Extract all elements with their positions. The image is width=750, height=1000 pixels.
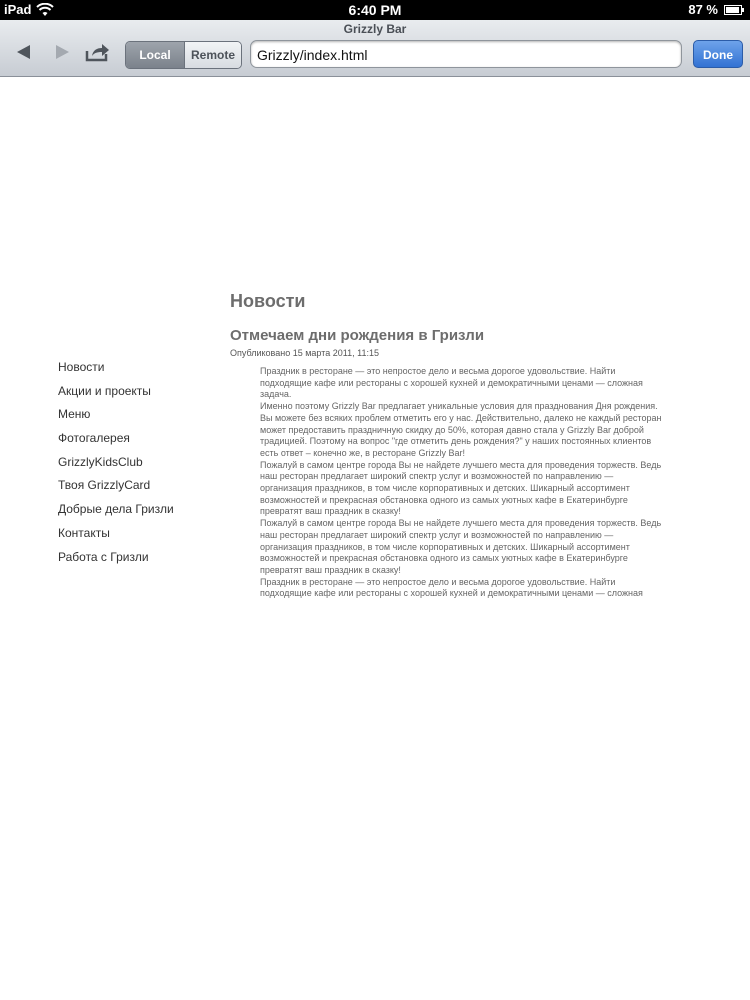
- post-paragraph: Праздник в ресторане — это непростое дело и весьма дорогое удовольствие. Найти подходящие кафе или рестораны с хорошей кухней и демократичными ценами — сложная задача.: [260, 366, 643, 400]
- nav-item-contacts[interactable]: Контакты: [58, 525, 110, 540]
- nav-item-grizzly-card[interactable]: Твоя GrizzlyCard: [58, 478, 151, 493]
- battery-icon: [724, 5, 744, 15]
- nav-item-promotions[interactable]: Акции и проекты: [58, 383, 151, 398]
- segment-remote[interactable]: Remote: [185, 42, 241, 68]
- forward-arrow-icon[interactable]: [50, 42, 74, 62]
- nav-item-news[interactable]: Новости: [58, 360, 105, 374]
- device-name: iPad: [4, 2, 32, 17]
- clock: 6:40 PM: [348, 2, 402, 18]
- web-content: [0, 77, 750, 1000]
- done-button[interactable]: Done: [693, 40, 743, 68]
- post-paragraph: Пожалуй в самом центре города Вы не найдете лучшего места для проведения торжеств. Ведь наш ресторан предлагает широкий спектр услуг и возможностей по направлению — организация праздников, в том числе корпоративных и детских. Шикарный ассортимент возможностей и прекрасная обстановка одного из самых уютных кафе в Екатеринбурге превратят ваш праздник в сказку!: [260, 518, 662, 575]
- post-paragraph: Именно поэтому Grizzly Bar предлагает уникальные условия для празднования Дня рождения. Вы можете без всяких проблем отметить его у нас. Действительно, далеко не каждый ресторан может предоставить праздничную скидку до 50%, которая давно стала у Grizzly Bar доброй традицией. Поэтому на вопрос "где отметить день рождения?" у наших постоянных клиентов есть ответ – конечно же, в ресторане Grizzly Bar!: [260, 401, 662, 458]
- site-navigation: [58, 359, 174, 572]
- status-bar: [0, 0, 750, 20]
- post-paragraph: Праздник в ресторане — это непростое дело и весьма дорогое удовольствие. Найти подходящие кафе или рестораны с хорошей кухней и демократичными ценами — сложная: [260, 576, 643, 599]
- post-date: Опубликовано 15 марта 2011, 11:15: [230, 348, 379, 358]
- post-body: [260, 366, 662, 600]
- browser-toolbar: [0, 20, 750, 77]
- post-title: Отмечаем дни рождения в Гризли: [230, 327, 485, 344]
- nav-item-kids-club[interactable]: GrizzlyKidsClub: [58, 454, 143, 469]
- url-field[interactable]: Grizzly/index.html: [250, 40, 682, 68]
- nav-item-careers[interactable]: Работа с Гризли: [58, 549, 149, 564]
- nav-item-good-deeds[interactable]: Добрые дела Гризли: [58, 502, 174, 517]
- back-arrow-icon[interactable]: [12, 42, 36, 62]
- nav-item-gallery[interactable]: Фотогалерея: [58, 431, 130, 446]
- nav-item-menu[interactable]: Меню: [58, 407, 91, 422]
- window-title: Grizzly Bar: [343, 22, 407, 36]
- page-heading: Новости: [230, 291, 306, 311]
- local-remote-segmented-control[interactable]: [125, 41, 242, 69]
- segment-local[interactable]: Local: [126, 42, 185, 68]
- post-paragraph: Пожалуй в самом центре города Вы не найдете лучшего места для проведения торжеств. Ведь наш ресторан предлагает широкий спектр услуг и возможностей по направлению — организация праздников, в том числе корпоративных и детских. Шикарный ассортимент возможностей и прекрасная обстановка одного из самых уютных кафе в Екатеринбурге превратят ваш праздник в сказку!: [260, 459, 662, 517]
- share-icon[interactable]: [84, 42, 110, 62]
- battery-percent: 87 %: [688, 2, 718, 17]
